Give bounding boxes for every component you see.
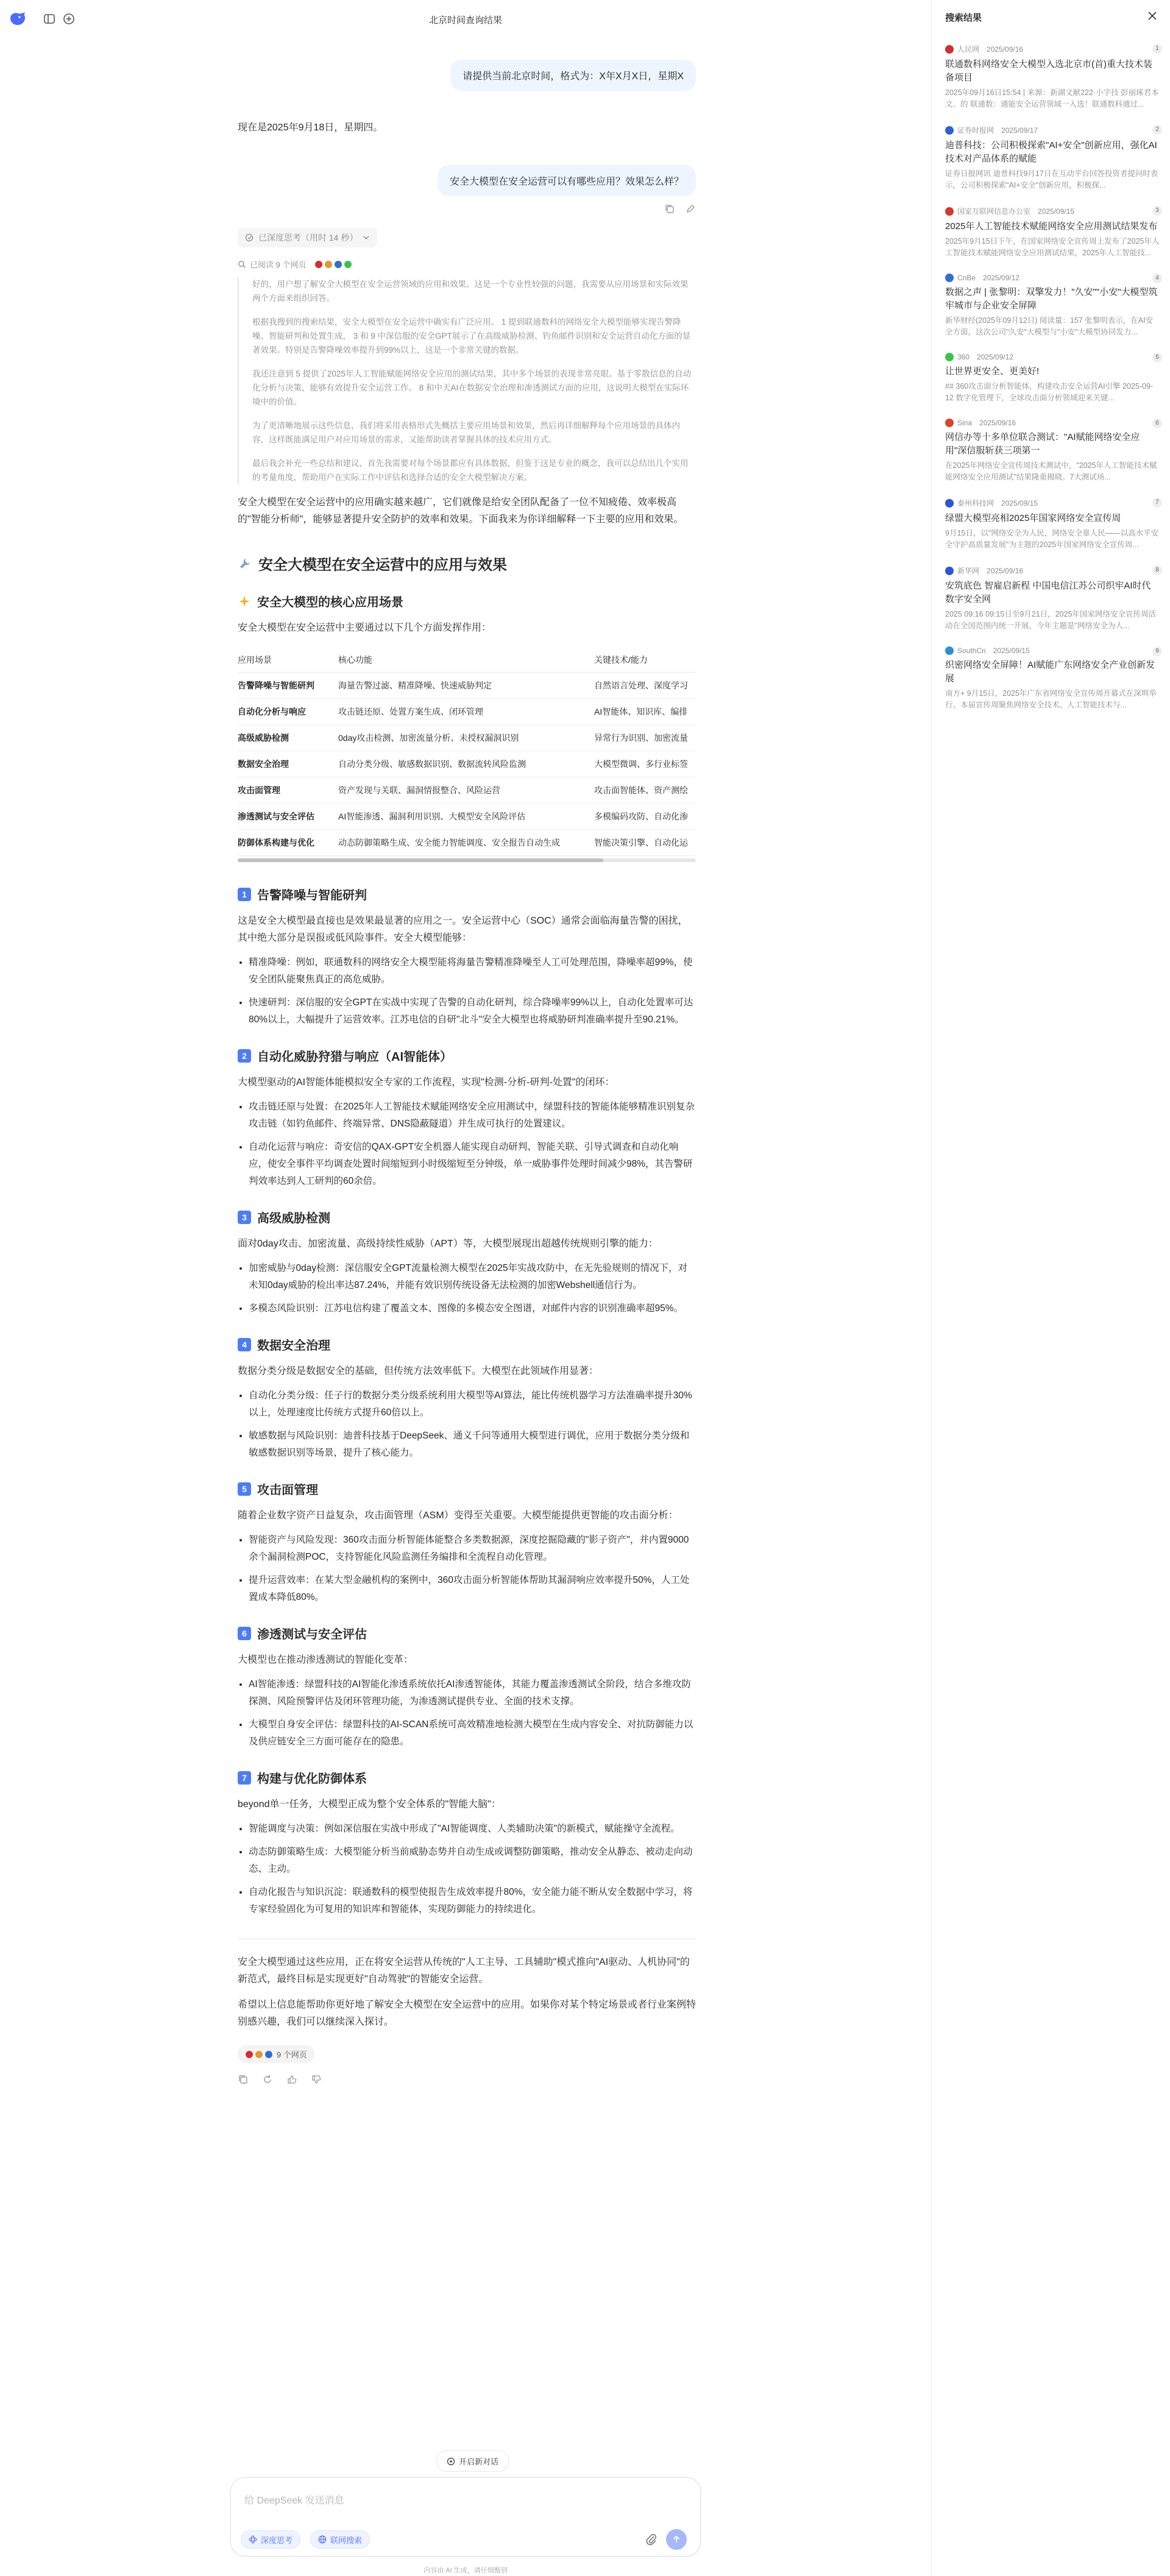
section-intro: 这是安全大模型最直接也是效果最显著的应用之一。安全运营中心（SOC）通常会面临海量告警的困扰，其中绝大部分是误报或低风险事件。安全大模型能够：: [238, 916, 688, 943]
atom-icon: [249, 2535, 257, 2544]
list-item: • 自动化报告与知识沉淀：联通数科的模型使报告生成效率提升80%，安全能力能不断从安全数据中学习，将专家经验固化为可复用的知识库和智能体，实现防御能力的持续进化。: [249, 1884, 696, 1918]
table-row: 高级威胁检测 0day攻击检测、加密流量分析、未授权漏洞识别 异常行为识别、加密流量: [238, 725, 696, 751]
table-row: 自动化分析与响应 攻击链还原、处置方案生成、闭环管理 AI智能体、知识库、编排: [238, 699, 696, 725]
assistant-message: 现在是2025年9月18日，星期四。: [238, 122, 383, 133]
section-heading: 安全大模型在安全运营中的应用与效果: [238, 553, 696, 574]
searched-label: 已阅读 9 个网页: [250, 260, 307, 269]
search-result-item[interactable]: [945, 206, 1160, 259]
search-result-item[interactable]: [945, 353, 1160, 404]
result-index: 3: [1152, 206, 1162, 216]
result-snippet: 南方+ 9月15日，2025年广东省网络安全宣传周开幕式在深圳举行。本届宣传周聚焦网络安全技术、人工智能技术与...: [945, 689, 1157, 709]
list-item: • 大模型自身安全评估：绿盟科技的AI-SCAN系统可高效精准地检测大模型在生成内容安全、对抗防御能力以及供应链安全三方面可能存在的隐患。: [249, 1716, 696, 1750]
search-result-item[interactable]: [945, 565, 1160, 632]
source-favicon: [945, 567, 954, 575]
answer-actions: [238, 2074, 696, 2085]
answer-intro: 安全大模型在安全运营中的应用确实越来越广，它们就像是给安全团队配备了一位不知疲倦、效率极高的"智能分析师"，能够显著提升安全防护的效率和效果。下面我来为你详细解释一下主要的应用和效果。: [238, 497, 684, 525]
answer-outro: 希望以上信息能帮助你更好地了解安全大模型在安全运营中的应用。如果你对某个特定场景或者行业案例特别感兴趣，我们可以继续深入探讨。: [238, 2000, 697, 2027]
result-index: 7: [1152, 498, 1162, 508]
result-index: 1: [1152, 44, 1162, 54]
sources-label: 9 个网页: [277, 2050, 307, 2059]
number-badge: 5: [238, 1482, 251, 1496]
list-item: • AI智能渗透：绿盟科技的AI智能化渗透系统依托AI渗透智能体，其能力覆盖渗透测试全阶段，结合多维攻防探测、风险预警评估及闭环管理功能，为渗透测试提供专业、全面的技术支撑。: [249, 1676, 696, 1710]
disclaimer: 内容由 AI 生成，请仔细甄别: [424, 2567, 508, 2574]
result-meta: [945, 274, 1160, 282]
result-date: 2025/09/15: [1038, 207, 1075, 216]
message-input[interactable]: 给 DeepSeek 发送消息: [244, 2496, 344, 2506]
result-source: CnBe: [957, 274, 976, 282]
result-meta: [945, 498, 1160, 508]
source-favicon: [314, 260, 323, 269]
result-index: 2: [1152, 125, 1162, 135]
result-meta: [945, 419, 1160, 427]
copy-icon[interactable]: [664, 203, 675, 214]
result-meta: [945, 646, 1160, 655]
list-item: • 动态防御策略生成：大模型能分析当前威胁态势并自动生成或调整防御策略，推动安全从静态、被动走向动态、主动。: [249, 1844, 696, 1878]
result-source: 360: [957, 353, 970, 361]
result-title[interactable]: 2025年人工智能技术赋能网络安全应用测试结果发布: [945, 221, 1158, 232]
source-favicon: [945, 126, 954, 135]
subsection-heading: 7 构建与优化防御体系: [238, 1769, 696, 1786]
search-result-item[interactable]: [945, 44, 1160, 110]
result-title[interactable]: 织密网络安全屏障！AI赋能广东网络安全产业创新发展: [945, 660, 1155, 684]
result-source: 国家互联网信息办公室: [957, 207, 1031, 216]
page-title: 北京时间查询结果: [428, 15, 502, 26]
source-favicon: [255, 2050, 263, 2059]
source-favicon: [324, 260, 333, 269]
result-source: 新华网: [957, 567, 980, 575]
wrench-icon: [238, 556, 252, 571]
result-index: 9: [1152, 646, 1162, 656]
table-header-row: [238, 648, 696, 673]
source-favicon: [945, 207, 954, 216]
copy-icon[interactable]: [238, 2074, 249, 2085]
result-title[interactable]: 安筑底色 智雇启新程 中国电信江苏公司织牢AI时代数字安全网: [945, 581, 1151, 604]
result-index: 8: [1152, 565, 1162, 575]
result-source: 证券时报网: [957, 126, 994, 135]
result-index: 4: [1152, 274, 1162, 283]
result-date: 2025/09/15: [993, 646, 1030, 655]
globe-icon: [318, 2535, 327, 2544]
think-paragraph: 我还注意到 5 提供了2025年人工智能赋能网络安全应用的测试结果，其中多个场景的表现非常亮眼。基于零散信息的自动化分析与决策，能够有效提升安全运营工作。 8 和中天AI在数据安全治理和渗透测试方面的应用，这说明大模型在实际环境中的价值。: [252, 369, 692, 406]
result-snippet: 2025年9月15日下午，在国家网络安全宣传周上发布了2025年人工智能技术赋能网络安全应用测试结果，2025年人工智能技...: [945, 237, 1160, 257]
send-button[interactable]: [666, 2529, 687, 2550]
section-intro: 大模型也在推动渗透测试的智能化变革：: [238, 1655, 414, 1665]
result-date: 2025/09/12: [983, 274, 1020, 282]
think-paragraph: 好的，用户想了解安全大模型在安全运营领域的应用和效果。这是一个专业性较强的问题，我需要从应用场景和实际效果两个方面来组织回答。: [252, 280, 689, 303]
result-source: 人民网: [957, 45, 980, 54]
list-item: • 敏感数据与风险识别：迪普科技基于DeepSeek、通义千问等通用大模型进行调优，应用于数据分类分级和敏感数据识别等场景，提升了核心能力。: [249, 1428, 696, 1462]
paperclip-icon[interactable]: [645, 2533, 658, 2546]
result-date: 2025/09/16: [987, 566, 1024, 575]
search-icon: [238, 260, 246, 269]
result-title[interactable]: 迪普科技：公司积极探索"AI+安全"创新应用，强化AI技术对产品体系的赋能: [945, 140, 1157, 164]
result-meta: [945, 206, 1160, 216]
source-favicon: [245, 2050, 254, 2059]
regenerate-icon[interactable]: [262, 2074, 273, 2085]
list-item: • 自动化分类分级：任子行的数据分类分级系统利用大模型等AI算法，能比传统机器学习方法准确率提升30%以上，处理速度比传统方式提升60倍以上。: [249, 1387, 696, 1421]
think-paragraph: 为了更清晰地展示这些信息，我们将采用表格形式先概括主要应用场景和效果，然后再详细解释每个应用场景的具体内容，这样既能满足用户对应用场景的需求，又能帮助读者掌握具体的技术应用方式。: [252, 421, 680, 444]
result-title[interactable]: 绿盟大模型亮相2025年国家网络安全宣传周: [945, 513, 1121, 523]
table-header: 应用场景: [238, 648, 338, 673]
deep-think-toggle[interactable]: [238, 228, 377, 247]
result-title[interactable]: 让世界更安全、更美好!: [945, 366, 1040, 377]
result-snippet: 9月15日，以"网络安全为人民，网络安全靠人民——以高水平安全守护高质量发展"为主题的2025年国家网络安全宣传周...: [945, 529, 1159, 549]
list-item: • 加密威胁与0day检测：深信服安全GPT流量检测大模型在2025年实战攻防中，在无先验规则的情况下，对未知0day威胁的检出率达87.24%，并能有效识别传统设备无法检测的加密Webshell通信行为。: [249, 1260, 696, 1294]
result-snippet: 证券日报网讯 迪普科技9月17日在互动平台回答投资者提问时表示，公司积极探索"AI+安全"创新应用，积极探...: [945, 169, 1158, 189]
number-badge: 4: [238, 1338, 251, 1351]
result-title[interactable]: 数据之声 | 张黎明：双擎发力！"久安""小安"大模型筑牢城市与企业安全屏障: [945, 287, 1158, 311]
think-paragraph: 最后我会补充一些总结和建议，首先我需要对每个场景都应有具体数据，但鉴于这是专业的概念，我可以总结出几个实用的考量角度，帮助用户在实际工作中评估和选择合适的安全大模型解决方案。: [252, 459, 689, 482]
source-favicon: [945, 353, 954, 361]
thumbs-up-icon[interactable]: [286, 2074, 297, 2085]
result-meta: [945, 44, 1160, 54]
number-badge: 7: [238, 1771, 251, 1785]
result-source: 泰州科技网: [957, 499, 994, 508]
source-favicon: [945, 419, 954, 427]
source-favicon: [945, 45, 954, 54]
result-snippet: ## 360攻击面分析智能体，构建攻击安全运营AI引擎 2025-09-12 数字化管理下，全球攻击面分析领域迎来关键...: [945, 382, 1154, 402]
deep-think-button[interactable]: 深度思考: [241, 2530, 300, 2549]
table-row: 数据安全治理 自动分类分级、敏感数据识别、数据流转风险监测 大模型微调、多行业标签: [238, 751, 696, 777]
result-date: 2025/09/16: [987, 44, 1024, 54]
table-row: 渗透测试与安全评估 AI智能渗透、漏洞利用识别、大模型安全风险评估 多模编码攻防、自动化渗: [238, 804, 696, 830]
list-item: • 自动化运营与响应：奇安信的QAX-GPT安全机器人能实现自动研判、智能关联、引导式调查和自动化响应，使安全事件平均调查处置时间缩短到小时级缩短至分钟级，单一威胁事件处理时间减少98%，其告警研判效率达到人工研判的60余倍。: [249, 1139, 696, 1190]
table-row: 攻击面管理 资产发现与关联、漏洞情报整合、风险运营 攻击面智能体、资产测绘: [238, 777, 696, 804]
list-item: • 多模态风险识别：江苏电信构建了覆盖文本、图像的多模态安全图谱，对邮件内容的识别准确率超95%。: [249, 1300, 696, 1317]
result-source: SouthCn: [957, 646, 986, 655]
subsection-heading: 5 攻击面管理: [238, 1480, 696, 1498]
number-badge: 3: [238, 1211, 251, 1224]
result-date: 2025/09/17: [1001, 126, 1038, 135]
searched-pages[interactable]: [238, 258, 696, 270]
result-index: 5: [1152, 353, 1162, 363]
think-label: 已深度思考（用时 14 秒）: [258, 233, 358, 242]
section-intro: 随着企业数字资产日益复杂，攻击面管理（ASM）变得至关重要。大模型能提供更智能的攻击面分析：: [238, 1510, 678, 1521]
source-favicon: [334, 260, 342, 269]
table-header: 核心功能: [338, 648, 594, 673]
search-result-item[interactable]: [945, 274, 1160, 338]
subsection-heading: 4 数据安全治理: [238, 1336, 696, 1353]
number-badge: 6: [238, 1627, 251, 1640]
list-item: • 快速研判：深信服的安全GPT在实战中实现了告警的自动化研判，综合降噪率99%以上，自动化处置率可达80%以上，大幅提升了运营效率。江苏电信的自研"北斗"安全大模型也将威胁研判准确率提升至90.21%。: [249, 994, 696, 1028]
subsection-heading: 安全大模型的核心应用场景: [238, 592, 696, 610]
thumbs-down-icon[interactable]: [311, 2074, 322, 2085]
search-result-item[interactable]: [945, 498, 1160, 551]
message-composer[interactable]: [230, 2477, 701, 2557]
subsection-heading: 6 渗透测试与安全评估: [238, 1624, 696, 1642]
sparkle-icon: [238, 595, 251, 608]
applications-table: [238, 648, 696, 856]
result-snippet: 在2025年网络安全宣传周技术测试中，"2025年人工智能技术赋能网络安全应用测试"结果隆重揭晓。7大测试场...: [945, 461, 1157, 481]
answer-outro: 安全大模型通过这些应用，正在将安全运营从传统的"人工主导、工具辅助"模式推向"AI驱动、人机协同"的新范式，最终目标是实现更好"自动驾驶"的智能安全运营。: [238, 1957, 690, 1984]
search-result-item[interactable]: [945, 646, 1160, 711]
section-intro: 大模型驱动的AI智能体能模拟安全专家的工作流程，实现"检测-分析-研判-处置"的闭环：: [238, 1077, 615, 1088]
user-message: 安全大模型在安全运营可以有哪些应用？效果怎么样？: [438, 165, 696, 196]
result-date: 2025/09/16: [979, 419, 1016, 427]
result-meta: [945, 565, 1160, 576]
list-item: • 智能资产与风险发现：360攻击面分析智能体能整合多类数据源，深度挖掘隐藏的"影子资产"，并内置9000余个漏洞检测POC，支持智能化风险监测任务编排和全流程自动化管理。: [249, 1532, 696, 1566]
think-icon: [245, 233, 254, 242]
new-chat-button[interactable]: 开启新对话: [436, 2450, 509, 2472]
result-snippet: 新华财经(2025年09月12日) 阅读量：157 张黎明表示，在AI安全方面，这次公司"久安"大模型与"小安"大模型协同发力...: [945, 316, 1154, 336]
list-item: • 攻击链还原与处置：在2025年人工智能技术赋能网络安全应用测试中，绿盟科技的智能体能够精准识别复杂攻击链（如钓鱼邮件、终端异常、DNS隐蔽隧道）并生成可执行的处置建议。: [249, 1099, 696, 1133]
search-result-item[interactable]: [945, 419, 1160, 483]
result-index: 6: [1152, 419, 1162, 428]
result-source: Sina: [957, 419, 973, 427]
results-list: [945, 44, 1160, 726]
user-message: 请提供当前北京时间，格式为：X年X月X日，星期X: [450, 60, 696, 91]
subsection-heading: 1 告警降噪与智能研判: [238, 885, 696, 903]
result-title[interactable]: 联通数科网络安全大模型入选北京市(首)重大技术装备项目: [945, 59, 1152, 83]
number-badge: 2: [238, 1049, 251, 1063]
result-snippet: 2025 09:16 09:15日至9月21日，2025年国家网络安全宣传周活动在全国范围内统一开展，今年主题是"网络安全为人...: [945, 610, 1156, 630]
result-date: 2025/09/15: [1001, 498, 1038, 508]
chevron-down-icon: [363, 234, 370, 241]
section-intro: 数据分类分级是数据安全的基础，但传统方法效率低下。大模型在此领域作用显著：: [238, 1366, 599, 1376]
result-meta: [945, 353, 1160, 361]
user-message-actions: [238, 203, 696, 214]
list-item: • 精准降噪：例如，联通数科的网络安全大模型能将海量告警精准降噪至人工可处理范围，降噪率超99%，使安全团队能聚焦真正的高危威胁。: [249, 954, 696, 988]
top-bar: [0, 0, 931, 37]
source-favicon: [945, 274, 954, 282]
source-favicon: [945, 499, 954, 508]
table-row: 防御体系构建与优化 动态防御策略生成、安全能力智能调度、安全报告自动生成 智能决策引擎、自动化运: [238, 830, 696, 856]
result-snippet: 2025年09月16日15:54 | 来源：新湖文献222·小字技 彭丽琢君本文。的 联通数：通能安全运营领域一入选！联通数科通过...: [945, 88, 1159, 108]
close-icon[interactable]: [1146, 10, 1158, 22]
web-search-button[interactable]: 联网搜索: [310, 2530, 370, 2549]
edit-icon[interactable]: [685, 203, 696, 214]
plus-circle-icon: [447, 2457, 455, 2466]
result-date: 2025/09/12: [977, 353, 1014, 361]
assistant-answer: [238, 494, 696, 2085]
sources-pill[interactable]: [238, 2045, 314, 2063]
section-intro: beyond单一任务，大模型正成为整个安全体系的"智能大脑"：: [238, 1799, 501, 1810]
subsection-heading: 2 自动化威胁狩猎与响应（AI智能体）: [238, 1047, 696, 1064]
result-meta: [945, 125, 1160, 135]
search-results-panel: [931, 0, 1170, 2576]
table-row: 告警降噪与智能研判 海量告警过滤、精准降噪、快速威胁判定 自然语言处理、深度学习: [238, 673, 696, 699]
subsection-heading: 3 高级威胁检测: [238, 1208, 696, 1226]
source-favicon: [945, 646, 954, 655]
chat-column: [238, 37, 696, 2085]
search-result-item[interactable]: [945, 125, 1160, 191]
arrow-up-icon: [672, 2535, 681, 2544]
number-badge: 1: [238, 888, 251, 901]
section-intro: 面对0day攻击、加密流量、高级持续性威胁（APT）等，大模型展现出超越传统规则引擎的能力：: [238, 1239, 658, 1249]
think-paragraph: 根据我搜到的搜索结果，安全大模型在安全运营中确实有广泛应用。 1 提到联通数科的网络安全大模型能够实现告警降噪、智能研判和处置生成， 3 和 9 中深信服的安全GPT展示了在高级威胁检测、钓鱼邮件识别和安全运营自动化方面的显著效果。特别是告警降噪效率提升到99%以上，这是一个非常关键的数据。: [252, 317, 691, 355]
source-favicon: [264, 2050, 273, 2059]
source-favicon: [344, 260, 352, 269]
panel-title: 搜索结果: [945, 13, 982, 23]
result-title[interactable]: 网信办等十多单位联合测试："AI赋能网络安全应用"深信服斩获三项第一: [945, 432, 1140, 456]
list-item: • 提升运营效率：在某大型金融机构的案例中，360攻击面分析智能体帮助其漏洞响应效率提升50%，人工处置成本降低80%。: [249, 1572, 696, 1606]
core-intro: 安全大模型在安全运营中主要通过以下几个方面发挥作用：: [238, 623, 492, 633]
list-item: • 智能调度与决策：例如深信服在实战中形成了"AI智能调度、人类辅助决策"的新模式，赋能操守全流程。: [249, 1821, 696, 1838]
think-content: [238, 277, 696, 484]
table-header: 关键技术/能力: [594, 648, 696, 673]
